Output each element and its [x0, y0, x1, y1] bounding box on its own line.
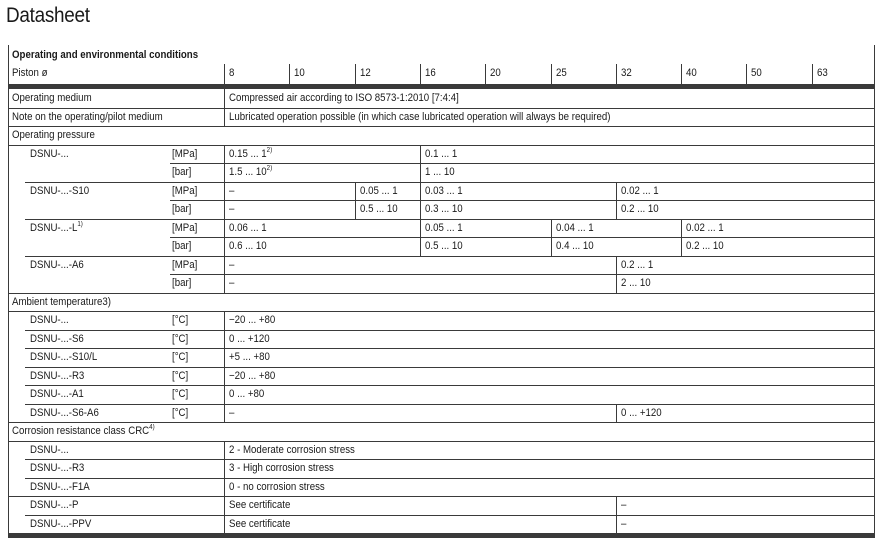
cell-divider	[224, 256, 225, 275]
column-divider	[289, 64, 290, 84]
column-divider	[616, 64, 617, 84]
corrosion-model	[30, 441, 69, 459]
cell-divider	[420, 237, 421, 256]
unit-celsius	[172, 367, 188, 385]
pressure-value-text: 1 ... 10	[425, 166, 455, 178]
piston-size-40-text: 40	[686, 67, 697, 79]
piston-size-12-text: 12	[360, 67, 371, 79]
table-bottom-thick-rule	[8, 533, 875, 538]
cell-divider	[355, 182, 356, 201]
pressure-value-text: 0.03 ... 1	[425, 184, 463, 197]
cell-divider	[616, 182, 617, 201]
pressure-value-text: 0.2 ... 1	[621, 258, 654, 271]
pressure-value-text: 0.15 ... 1	[229, 147, 267, 160]
column-divider	[812, 64, 813, 84]
pressure-value	[425, 219, 463, 237]
table-rule	[170, 237, 874, 238]
pressure-value	[621, 256, 653, 274]
operating-medium-label-text: Operating medium	[12, 92, 92, 104]
unit-mpa-text: [MPa]	[172, 258, 198, 271]
unit-celsius-text: [°C]	[172, 369, 189, 382]
cell-divider	[551, 237, 552, 256]
pressure-value-text: 0.04 ... 1	[556, 221, 594, 234]
unit-bar	[172, 274, 191, 292]
operating-pressure-label	[12, 126, 95, 144]
table-rule	[25, 348, 874, 349]
table-rule	[25, 459, 874, 460]
temperature-model-text: DSNU-...	[30, 314, 69, 326]
temperature-value-text: −20 ... +80	[229, 314, 276, 326]
temperature-model	[30, 404, 99, 422]
table-rule	[25, 367, 874, 368]
temperature-model-text: DSNU-...-S10/L	[30, 351, 98, 363]
table-rule	[25, 256, 874, 257]
column-divider	[355, 64, 356, 84]
piston-size-16-text: 16	[425, 67, 436, 79]
corrosion-value	[229, 515, 290, 533]
pressure-value	[686, 219, 724, 237]
corrosion-model	[30, 459, 84, 477]
temperature-model-text: DSNU-...-S6-A6	[30, 406, 99, 419]
temperature-model	[30, 367, 84, 385]
pressure-value	[425, 200, 463, 218]
cell-divider	[616, 274, 617, 293]
temperature-value	[229, 311, 275, 329]
pressure-model-1	[30, 182, 89, 200]
unit-mpa-text: [MPa]	[172, 147, 198, 160]
unit-mpa	[172, 256, 197, 274]
pressure-value	[229, 145, 272, 163]
cell-divider	[616, 256, 617, 275]
pressure-value-text: 0.05 ... 1	[360, 184, 398, 197]
cell-divider	[224, 478, 225, 497]
pressure-value	[425, 237, 463, 255]
pressure-model-2	[30, 219, 83, 237]
pressure-value	[425, 182, 463, 200]
column-divider	[746, 64, 747, 84]
cell-divider	[224, 367, 225, 386]
column-divider	[420, 64, 421, 84]
section-title	[12, 46, 198, 64]
corrosion-value-text: See certificate	[229, 517, 291, 530]
ambient-temperature-label-text: Ambient temperature3)	[12, 295, 111, 308]
unit-celsius	[172, 330, 188, 348]
cell-divider	[616, 515, 617, 534]
pressure-value-text: 0.5 ... 10	[360, 203, 398, 215]
piston-size-16	[425, 64, 436, 82]
table-rule	[25, 478, 874, 479]
pressure-value	[229, 256, 234, 274]
operating-medium-value	[229, 89, 459, 107]
table-rule	[25, 404, 874, 405]
table-rule	[224, 89, 225, 108]
pressure-value	[556, 237, 594, 255]
pressure-value-text: –	[229, 258, 235, 271]
corrosion-value-text: –	[621, 517, 627, 530]
cell-divider	[224, 496, 225, 515]
piston-diameter-label	[12, 64, 48, 82]
pressure-model-0	[30, 145, 69, 163]
piston-size-40	[686, 64, 697, 82]
cell-divider	[224, 515, 225, 534]
cell-divider	[355, 200, 356, 219]
unit-celsius	[172, 385, 188, 403]
piston-size-10-text: 10	[294, 67, 305, 79]
note-value-text: Lubricated operation possible (in which case lubricated operation will always be required)	[229, 110, 611, 123]
pressure-value-text: –	[229, 277, 235, 289]
cell-divider	[551, 219, 552, 238]
table-rule	[25, 385, 874, 386]
pressure-value-text: –	[229, 184, 235, 197]
piston-size-32	[621, 64, 632, 82]
piston-size-25-text: 25	[556, 67, 567, 79]
cell-divider	[224, 348, 225, 367]
table-rule	[170, 200, 874, 201]
piston-size-20	[490, 64, 501, 82]
ambient-temperature-label	[12, 293, 111, 311]
unit-bar-text: [bar]	[172, 203, 192, 215]
cell-divider	[420, 163, 421, 182]
temperature-model-text: DSNU-...-A1	[30, 388, 84, 400]
piston-size-25	[556, 64, 567, 82]
pressure-value	[425, 163, 455, 181]
corrosion-value-text: 3 - High corrosion stress	[229, 462, 334, 474]
temperature-value-text: −20 ... +80	[229, 369, 276, 382]
corrosion-value	[229, 496, 290, 514]
table-rule	[8, 496, 874, 497]
temperature-value-text: 0 ... +120	[621, 406, 662, 419]
temperature-value-text: 0 ... +80	[229, 388, 265, 400]
cell-divider	[420, 219, 421, 238]
piston-size-63	[817, 64, 828, 82]
temperature-model	[30, 311, 69, 329]
corrosion-model-text: DSNU-...-PPV	[30, 517, 92, 530]
piston-size-63-text: 63	[817, 67, 828, 79]
table-rule	[224, 108, 225, 127]
cell-divider	[420, 145, 421, 164]
cell-divider	[224, 237, 225, 256]
table-rule	[8, 441, 874, 442]
cell-divider	[224, 441, 225, 460]
unit-celsius	[172, 311, 188, 329]
column-divider	[681, 64, 682, 84]
pressure-value-text: 1.5 ... 10	[229, 166, 267, 178]
pressure-value	[229, 237, 267, 255]
pressure-model-3-text: DSNU-...-A6	[30, 258, 84, 271]
temperature-model	[30, 385, 84, 403]
corrosion-value	[621, 496, 626, 514]
table-rule	[25, 515, 874, 516]
temperature-value	[229, 385, 264, 403]
pressure-value-text: 0.2 ... 10	[686, 240, 724, 252]
pressure-value	[621, 200, 659, 218]
corrosion-value-text: 2 - Moderate corrosion stress	[229, 443, 355, 456]
unit-bar-text: [bar]	[172, 277, 192, 289]
temperature-value-text: 0 ... +120	[229, 332, 270, 345]
pressure-value	[686, 237, 724, 255]
page-title: Datasheet	[6, 4, 90, 27]
pressure-model-1-text: DSNU-...-S10	[30, 184, 90, 197]
unit-celsius-text: [°C]	[172, 314, 189, 326]
pressure-value	[229, 219, 267, 237]
pressure-value	[621, 182, 659, 200]
corrosion-value	[229, 441, 355, 459]
unit-mpa-text: [MPa]	[172, 221, 198, 234]
piston-size-20-text: 20	[490, 67, 501, 79]
cell-divider	[681, 237, 682, 256]
note-label	[12, 108, 163, 126]
unit-celsius-text: [°C]	[172, 388, 189, 400]
pressure-value-text: 0.4 ... 10	[556, 240, 594, 252]
unit-celsius	[172, 404, 188, 422]
temperature-value	[229, 330, 270, 348]
temperature-model	[30, 348, 97, 366]
pressure-value-text: 0.3 ... 10	[425, 203, 463, 215]
cell-divider	[681, 219, 682, 238]
corrosion-model-text: DSNU-...	[30, 443, 69, 456]
temperature-value	[229, 348, 270, 366]
corrosion-value	[229, 459, 334, 477]
footnote-ref: 2)	[266, 146, 273, 154]
table-rule	[8, 311, 874, 312]
unit-celsius	[172, 348, 188, 366]
temperature-value	[229, 404, 234, 422]
cell-divider	[616, 200, 617, 219]
table-left-border	[8, 45, 9, 537]
pressure-value-text: 0.1 ... 1	[425, 147, 458, 160]
temperature-value-text: –	[229, 406, 235, 419]
corrosion-value-text: See certificate	[229, 499, 291, 511]
pressure-value	[360, 200, 398, 218]
temperature-model	[30, 330, 84, 348]
unit-celsius-text: [°C]	[172, 332, 189, 345]
pressure-model-3	[30, 256, 84, 274]
cell-divider	[420, 200, 421, 219]
piston-size-32-text: 32	[621, 67, 632, 79]
pressure-value	[229, 182, 234, 200]
footnote-ref: 4)	[149, 424, 155, 431]
corrosion-value-text: 0 - no corrosion stress	[229, 480, 325, 493]
table-rule	[8, 293, 874, 294]
corrosion-model-text: DSNU-...-R3	[30, 462, 85, 474]
unit-bar-text: [bar]	[172, 240, 192, 252]
pressure-value	[621, 274, 651, 292]
corrosion-model	[30, 496, 78, 514]
unit-bar	[172, 163, 191, 181]
corrosion-value-text: –	[621, 499, 627, 511]
footnote-ref: 2)	[266, 165, 273, 172]
corrosion-value	[229, 478, 325, 496]
pressure-value-text: 0.02 ... 1	[621, 184, 659, 197]
cell-divider	[224, 404, 225, 423]
temperature-value	[229, 367, 275, 385]
column-divider	[224, 64, 225, 84]
cell-divider	[224, 459, 225, 478]
piston-size-50-text: 50	[751, 67, 762, 79]
corrosion-model	[30, 515, 91, 533]
cell-divider	[224, 311, 225, 330]
unit-bar	[172, 237, 191, 255]
corrosion-model-text: DSNU-...-F1A	[30, 480, 90, 493]
piston-size-8	[229, 64, 234, 82]
table-rule	[25, 330, 874, 331]
pressure-model-0-text: DSNU-...	[30, 147, 69, 160]
note-value	[229, 108, 611, 126]
corrosion-model-text: DSNU-...-P	[30, 499, 79, 511]
pressure-value-text: 0.2 ... 10	[621, 203, 659, 215]
corrosion-model	[30, 478, 90, 496]
pressure-value-text: 2 ... 10	[621, 277, 651, 289]
unit-mpa	[172, 182, 197, 200]
operating-pressure-label-text: Operating pressure	[12, 129, 95, 141]
piston-size-50	[751, 64, 762, 82]
cell-divider	[224, 330, 225, 349]
temperature-model-text: DSNU-...-S6	[30, 332, 84, 345]
pressure-value-text: 0.06 ... 1	[229, 221, 267, 234]
piston-diameter-label-text: Piston ø	[12, 67, 48, 79]
pressure-value-text: 0.05 ... 1	[425, 221, 463, 234]
pressure-value	[425, 145, 457, 163]
cell-divider	[224, 200, 225, 219]
cell-divider	[616, 496, 617, 515]
column-divider	[485, 64, 486, 84]
pressure-value	[556, 219, 594, 237]
corrosion-label-text: Corrosion resistance class CRC	[12, 425, 150, 437]
unit-mpa	[172, 219, 197, 237]
cell-divider	[224, 163, 225, 182]
note-label-text: Note on the operating/pilot medium	[12, 110, 163, 123]
pressure-value	[229, 163, 272, 181]
operating-medium-label	[12, 89, 92, 107]
pressure-value-text: 0.02 ... 1	[686, 221, 724, 234]
operating-medium-value-text: Compressed air according to ISO 8573-1:2010 [7:4:4]	[229, 92, 459, 104]
unit-mpa	[172, 145, 197, 163]
pressure-value	[360, 182, 398, 200]
cell-divider	[224, 274, 225, 293]
table-rule	[170, 274, 874, 275]
cell-divider	[616, 404, 617, 423]
piston-size-8-text: 8	[229, 67, 235, 79]
cell-divider	[224, 145, 225, 164]
table-rule	[8, 126, 874, 127]
unit-celsius-text: [°C]	[172, 406, 189, 419]
column-divider	[551, 64, 552, 84]
temperature-model-text: DSNU-...-R3	[30, 369, 85, 382]
piston-size-10	[294, 64, 305, 82]
pressure-value-text: –	[229, 203, 235, 215]
corrosion-value	[621, 515, 626, 533]
pressure-value-text: 0.6 ... 10	[229, 240, 267, 252]
unit-bar-text: [bar]	[172, 166, 192, 178]
table-right-border	[874, 45, 875, 537]
unit-celsius-text: [°C]	[172, 351, 189, 363]
cell-divider	[224, 219, 225, 238]
section-title-text: Operating and environmental conditions	[12, 49, 199, 61]
corrosion-label	[12, 422, 155, 440]
temperature-value	[621, 404, 662, 422]
temperature-value-text: +5 ... +80	[229, 351, 270, 363]
unit-bar	[172, 200, 191, 218]
cell-divider	[224, 385, 225, 404]
footnote-ref: 1)	[77, 220, 83, 228]
pressure-value-text: 0.5 ... 10	[425, 240, 463, 252]
pressure-model-2-text: DSNU-...-L	[30, 221, 78, 234]
cell-divider	[224, 182, 225, 201]
piston-size-12	[360, 64, 371, 82]
pressure-value	[229, 200, 234, 218]
unit-mpa-text: [MPa]	[172, 184, 198, 197]
table-rule	[170, 163, 874, 164]
pressure-value	[229, 274, 234, 292]
cell-divider	[420, 182, 421, 201]
